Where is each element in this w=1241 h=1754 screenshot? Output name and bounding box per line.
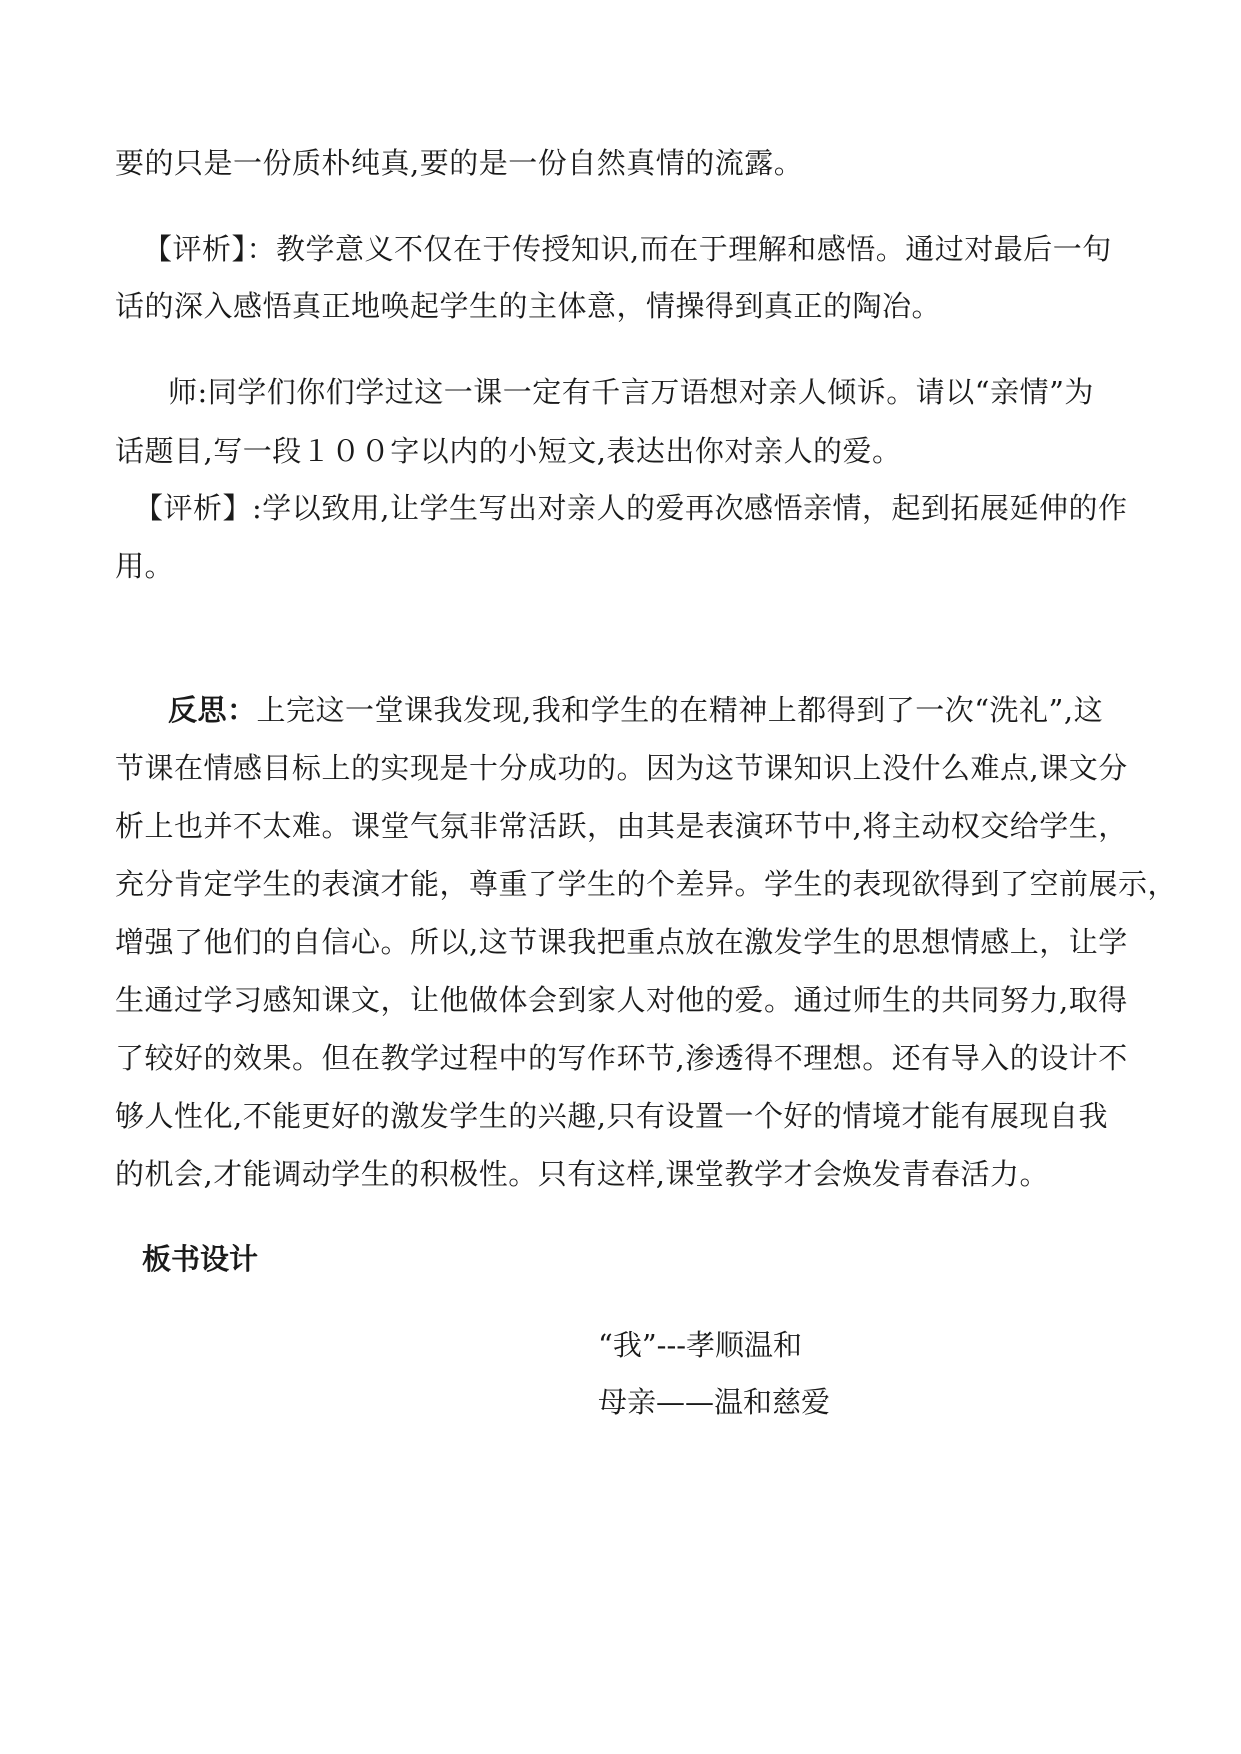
reflection-line: 够人性化,不能更好的激发学生的兴趣,只有设置一个好的情境才能有展现自我 <box>115 1099 1108 1133</box>
paragraph-line: 用。 <box>115 549 175 583</box>
board-line: 母亲——温和慈爱 <box>598 1385 831 1419</box>
paragraph-line: 话的深入感悟真正地唤起学生的主体意，情操得到真正的陶冶。 <box>115 289 942 323</box>
reflection-line: 充分肯定学生的表演才能，尊重了学生的个差异。学生的表现欲得到了空前展示， <box>115 867 1178 901</box>
paragraph-line: 要的只是一份质朴纯真,要的是一份自然真情的流露。 <box>115 146 804 180</box>
reflection-line: 增强了他们的自信心。所以,这节课我把重点放在激发学生的思想情感上，让学 <box>115 925 1128 959</box>
reflection-line: 节课在情感目标上的实现是十分成功的。因为这节课知识上没什么难点,课文分 <box>115 751 1128 785</box>
board-line: “我”---孝顺温和 <box>598 1328 803 1362</box>
paragraph-line: 师:同学们你们学过这一课一定有千言万语想对亲人倾诉。请以“亲情”为 <box>168 375 1094 409</box>
reflection-text: 上完这一堂课我发现,我和学生的在精神上都得到了一次“洗礼”,这 <box>256 693 1104 727</box>
reflection-label: 反思： <box>168 693 257 727</box>
reflection-line: 生通过学习感知课文，让他做体会到家人对他的爱。通过师生的共同努力,取得 <box>115 983 1128 1017</box>
paragraph-line: 话题目,写一段１００字以内的小短文,表达出你对亲人的爱。 <box>115 434 902 468</box>
reflection-line: 了较好的效果。但在教学过程中的写作环节,渗透得不理想。还有导入的设计不 <box>115 1041 1128 1075</box>
paragraph-line: 【评析】:学以致用,让学生写出对亲人的爱再次感悟亲情，起到拓展延伸的作 <box>134 491 1128 525</box>
board-design-heading: 板书设计 <box>142 1242 259 1276</box>
reflection-first-line <box>168 690 1103 730</box>
reflection-line: 的机会,才能调动学生的积极性。只有这样,课堂教学才会焕发青春活力。 <box>115 1157 1049 1191</box>
reflection-line: 析上也并不太难。课堂气氛非常活跃，由其是表演环节中,将主动权交给学生， <box>115 809 1128 843</box>
paragraph-line: 【评析】：教学意义不仅在于传授知识,而在于理解和感悟。通过对最后一句 <box>143 232 1112 266</box>
